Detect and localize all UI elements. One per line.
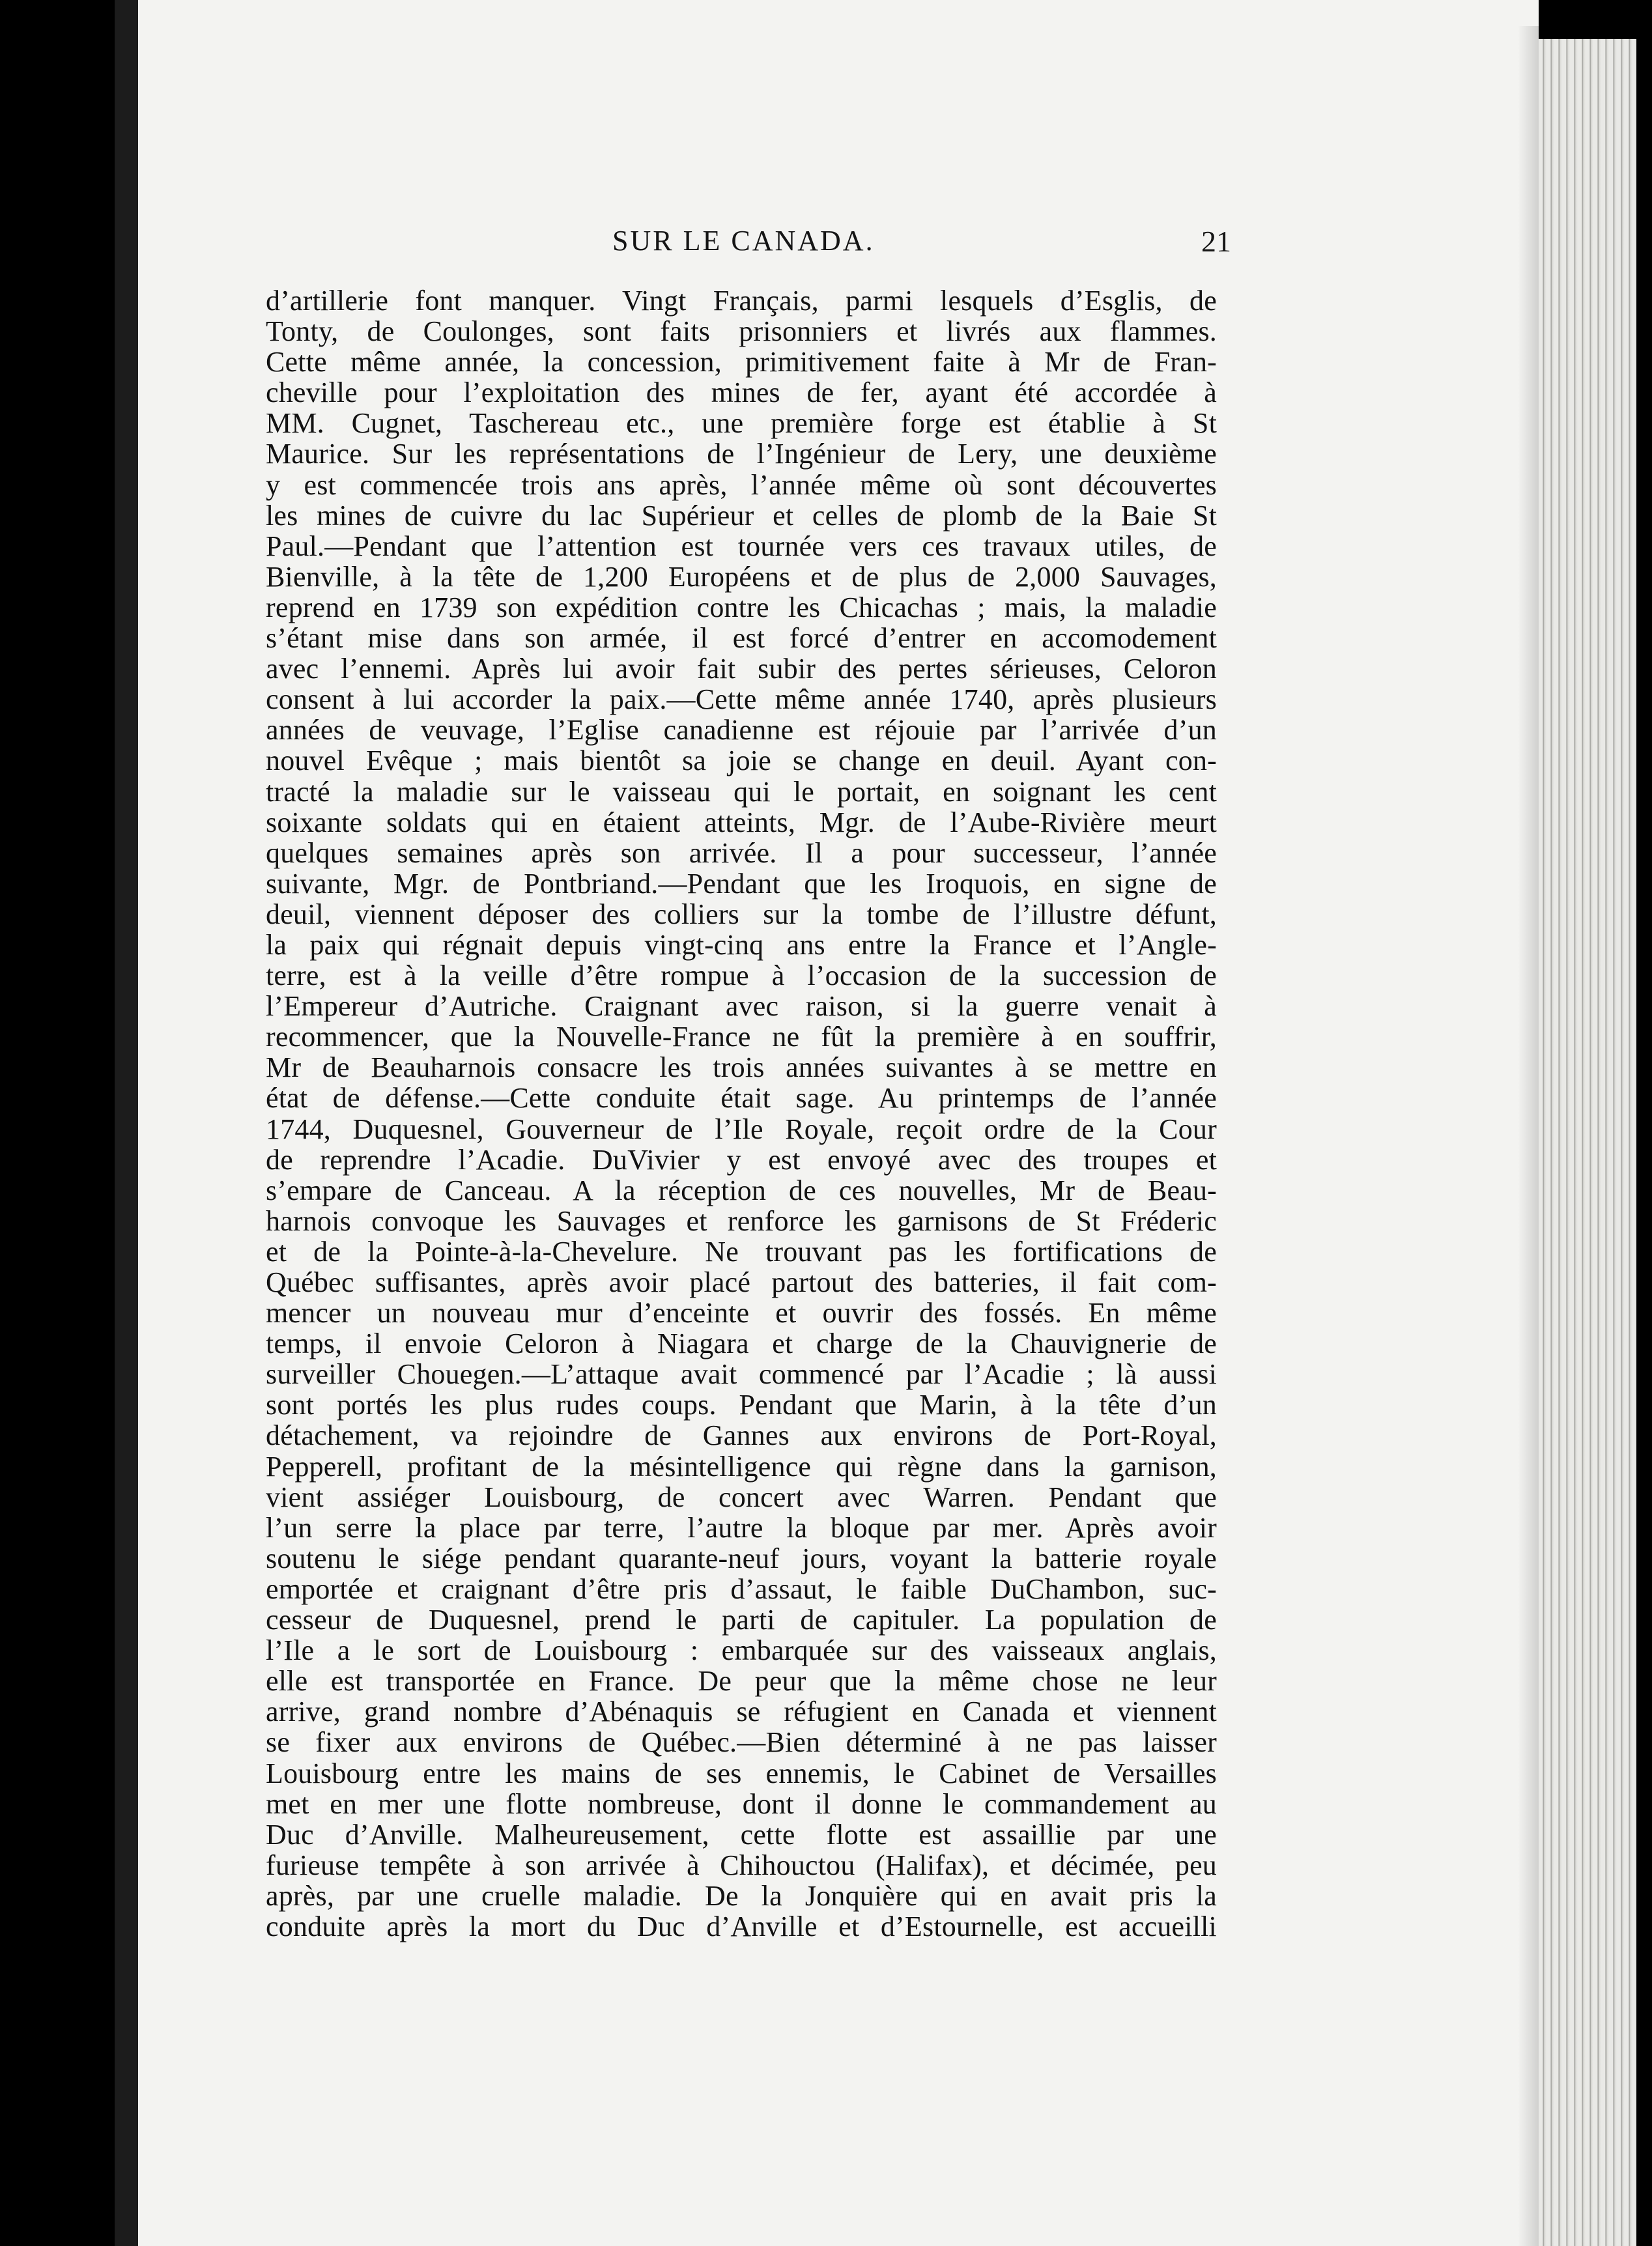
text-line: emportée et craignant d’être pris d’assaut, le faible DuChambon, suc- <box>266 1572 1217 1605</box>
text-line: elle est transportée en France. De peur que la même chose ne leur <box>266 1665 1217 1698</box>
text-line: recommencer, que la Nouvelle-France ne fût la première à en souffrir, <box>266 1021 1217 1053</box>
text-line: s’empare de Canceau. A la réception de ces nouvelles, Mr de Beau- <box>266 1174 1217 1206</box>
text-line: cheville pour l’exploitation des mines de fer, ayant été accordée à <box>266 377 1217 409</box>
text-line: Maurice. Sur les représentations de l’Ingénieur de Lery, une deuxième <box>266 438 1217 470</box>
text-line: terre, est à la veille d’être rompue à l’occasion de la succession de <box>266 960 1217 992</box>
text-line: mencer un nouveau mur d’enceinte et ouvrir des fossés. En même <box>266 1297 1217 1329</box>
text-line: les mines de cuivre du lac Supérieur et celles de plomb de la Baie St <box>266 499 1217 532</box>
text-line: surveiller Chouegen.—L’attaque avait commencé par l’Acadie ; là aussi <box>266 1358 1217 1391</box>
text-line: Bienville, à la tête de 1,200 Européens et de plus de 2,000 Sauvages, <box>266 560 1217 593</box>
text-line: quelques semaines après son arrivée. Il a pour successeur, l’année <box>266 836 1217 869</box>
text-line: années de veuvage, l’Eglise canadienne est réjouie par l’arrivée d’un <box>266 714 1217 746</box>
text-line: après, par une cruelle maladie. De la Jonquière qui en avait pris la <box>266 1879 1217 1912</box>
running-title: SUR LE CANADA. <box>612 225 875 257</box>
text-line: MM. Cugnet, Taschereau etc., une première forge est établie à St <box>266 407 1217 440</box>
text-line: Paul.—Pendant que l’attention est tournée vers ces travaux utiles, de <box>266 530 1217 562</box>
text-line: de reprendre l’Acadie. DuVivier y est envoyé avec des troupes et <box>266 1143 1217 1176</box>
text-line: détachement, va rejoindre de Gannes aux environs de Port-Royal, <box>266 1419 1217 1452</box>
page-stack-edges <box>1539 39 1636 2246</box>
text-line: deuil, viennent déposer des colliers sur la tombe de l’illustre défunt, <box>266 898 1217 930</box>
running-head <box>274 224 1231 270</box>
text-line: tracté la maladie sur le vaisseau qui le portait, en soignant les cent <box>266 775 1217 808</box>
text-line: harnois convoque les Sauvages et renforce les garnisons de St Fréderic <box>266 1204 1217 1237</box>
text-line: Duc d’Anville. Malheureusement, cette flotte est assaillie par une <box>266 1818 1217 1851</box>
text-line: s’étant mise dans son armée, il est forcé d’entrer en accomodement <box>266 622 1217 655</box>
text-line: et de la Pointe-à-la-Chevelure. Ne trouvant pas les fortifications de <box>266 1235 1217 1268</box>
body-text <box>266 285 1217 1942</box>
text-line: Mr de Beauharnois consacre les trois années suivantes à se mettre en <box>266 1051 1217 1084</box>
text-line: l’Ile a le sort de Louisbourg : embarquée sur des vaisseaux anglais, <box>266 1634 1217 1667</box>
text-line: reprend en 1739 son expédition contre les Chicachas ; mais, la maladie <box>266 591 1217 623</box>
text-line: se fixer aux environs de Québec.—Bien déterminé à ne pas laisser <box>266 1726 1217 1759</box>
text-line: suivante, Mgr. de Pontbriand.—Pendant que les Iroquois, en signe de <box>266 867 1217 900</box>
text-line: Québec suffisantes, après avoir placé partout des batteries, il fait com- <box>266 1266 1217 1298</box>
text-line: Louisbourg entre les mains de ses ennemis, le Cabinet de Versailles <box>266 1757 1217 1789</box>
text-line: arrive, grand nombre d’Abénaquis se réfugient en Canada et viennent <box>266 1696 1217 1728</box>
text-line: l’Empereur d’Autriche. Craignant avec raison, si la guerre venait à <box>266 990 1217 1023</box>
text-line: d’artillerie font manquer. Vingt Français, parmi lesquels d’Esglis, de <box>266 285 1217 317</box>
text-line: cesseur de Duquesnel, prend le parti de capituler. La population de <box>266 1604 1217 1636</box>
text-line: la paix qui régnait depuis vingt-cinq ans entre la France et l’Angle- <box>266 928 1217 961</box>
text-line: furieuse tempête à son arrivée à Chihouctou (Halifax), et décimée, peu <box>266 1849 1217 1881</box>
text-line: vient assiéger Louisbourg, de concert avec Warren. Pendant que <box>266 1481 1217 1513</box>
text-line: met en mer une flotte nombreuse, dont il donne le commandement au <box>266 1787 1217 1820</box>
text-line: soixante soldats qui en étaient atteints, Mgr. de l’Aube-Rivière meurt <box>266 806 1217 838</box>
text-line: conduite après la mort du Duc d’Anville et d’Estournelle, est accueilli <box>266 1910 1217 1942</box>
text-line: nouvel Evêque ; mais bientôt sa joie se change en deuil. Ayant con- <box>266 745 1217 777</box>
text-line: l’un serre la place par terre, l’autre la bloque par mer. Après avoir <box>266 1511 1217 1544</box>
text-line: Pepperell, profitant de la mésintelligence qui règne dans la garnison, <box>266 1450 1217 1483</box>
text-line: soutenu le siége pendant quarante-neuf jours, voyant la batterie royale <box>266 1542 1217 1574</box>
text-line: consent à lui accorder la paix.—Cette même année 1740, après plusieurs <box>266 683 1217 716</box>
text-line: y est commencée trois ans après, l’année même où sont découvertes <box>266 468 1217 501</box>
text-line: 1744, Duquesnel, Gouverneur de l’Ile Royale, reçoit ordre de la Cour <box>266 1113 1217 1145</box>
text-line: sont portés les plus rudes coups. Pendant que Marin, à la tête d’un <box>266 1389 1217 1421</box>
page-number: 21 <box>1201 225 1231 258</box>
text-line: Tonty, de Coulonges, sont faits prisonniers et livrés aux flammes. <box>266 315 1217 348</box>
text-line: état de défense.—Cette conduite était sage. Au printemps de l’année <box>266 1082 1217 1115</box>
text-line: Cette même année, la concession, primitivement faite à Mr de Fran- <box>266 346 1217 378</box>
book-spine-edge <box>115 0 138 2246</box>
text-line: temps, il envoie Celoron à Niagara et charge de la Chauvignerie de <box>266 1328 1217 1360</box>
text-line: avec l’ennemi. Après lui avoir fait subir des pertes sérieuses, Celoron <box>266 653 1217 685</box>
